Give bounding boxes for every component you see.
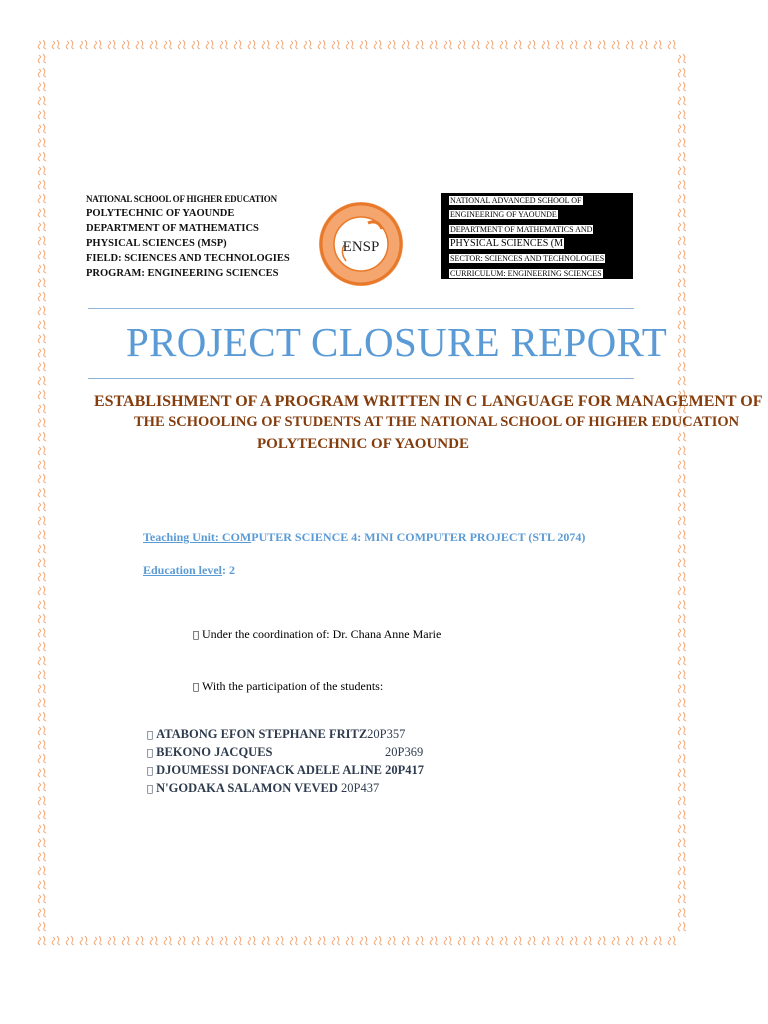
border-ornament	[276, 40, 284, 49]
border-ornament	[332, 936, 340, 945]
border-ornament	[206, 40, 214, 49]
bullet-icon	[193, 682, 199, 693]
border-ornament	[678, 110, 686, 119]
header-right-line: NATIONAL ADVANCED SCHOOL OF	[450, 196, 582, 205]
border-ornament	[678, 502, 686, 511]
border-ornament	[584, 40, 592, 49]
border-ornament	[416, 936, 424, 945]
header-left-line: NATIONAL SCHOOL OF HIGHER EDUCATION	[86, 194, 277, 204]
border-ornament	[472, 40, 480, 49]
border-ornament	[38, 824, 46, 833]
border-ornament	[542, 936, 550, 945]
teaching-unit-value: PUTER SCIENCE 4: MINI COMPUTER PROJECT (STL 2074)	[251, 530, 586, 544]
header-right-line: CURRICULUM: ENGINEERING SCIENCES	[450, 269, 602, 278]
student-id: 20P369	[385, 745, 424, 759]
border-ornament	[38, 278, 46, 287]
border-ornament	[192, 936, 200, 945]
bullet-icon	[147, 784, 153, 795]
border-ornament	[668, 936, 676, 945]
border-ornament	[206, 936, 214, 945]
student-id: 20P357	[358, 727, 397, 741]
border-ornament	[318, 40, 326, 49]
border-ornament	[458, 40, 466, 49]
student-row	[147, 745, 424, 760]
header-left-line: POLYTECHNIC OF YAOUNDE	[86, 208, 235, 219]
border-ornament	[678, 362, 686, 371]
border-ornament	[38, 796, 46, 805]
border-ornament	[38, 460, 46, 469]
border-ornament	[38, 54, 46, 63]
border-ornament	[52, 936, 60, 945]
border-ornament	[678, 544, 686, 553]
subtitle-line: THE SCHOOLING OF STUDENTS AT THE NATIONAL SCHOOL OF HIGHER EDUCATION	[134, 414, 740, 430]
border-ornament	[678, 698, 686, 707]
border-ornament	[678, 236, 686, 245]
border-ornament	[38, 838, 46, 847]
border-ornament	[678, 446, 686, 455]
border-ornament	[678, 628, 686, 637]
border-ornament	[360, 40, 368, 49]
border-ornament	[678, 684, 686, 693]
border-ornament	[304, 936, 312, 945]
border-ornament	[678, 334, 686, 343]
border-ornament	[678, 824, 686, 833]
border-ornament	[500, 936, 508, 945]
border-ornament	[514, 936, 522, 945]
border-ornament	[136, 40, 144, 49]
border-ornament	[678, 642, 686, 651]
border-ornament	[332, 40, 340, 49]
border-ornament	[38, 810, 46, 819]
border-ornament	[486, 936, 494, 945]
border-ornament	[678, 894, 686, 903]
border-ornament	[38, 320, 46, 329]
border-ornament	[678, 866, 686, 875]
subtitle-line: ESTABLISHMENT OF A PROGRAM WRITTEN IN C LANGUAGE FOR MANAGEMENT OF	[94, 393, 763, 410]
border-ornament	[678, 250, 686, 259]
student-name: N'GODAKA SALAMON VEVED	[147, 781, 329, 795]
border-ornament	[678, 852, 686, 861]
header-left-line: PHYSICAL SCIENCES (MSP)	[86, 238, 227, 249]
border-ornament	[472, 936, 480, 945]
border-ornament	[38, 754, 46, 763]
border-ornament	[654, 936, 662, 945]
border-ornament	[360, 936, 368, 945]
border-ornament	[654, 40, 662, 49]
border-ornament	[38, 726, 46, 735]
border-ornament	[626, 936, 634, 945]
header-left-line: DEPARTMENT OF MATHEMATICS	[86, 223, 259, 234]
student-id: 20P437	[331, 781, 371, 795]
border-ornament	[678, 264, 686, 273]
teaching-unit	[143, 530, 585, 545]
border-ornament	[38, 530, 46, 539]
border-ornament	[262, 40, 270, 49]
border-ornament	[38, 138, 46, 147]
border-ornament	[38, 698, 46, 707]
border-ornament	[66, 40, 74, 49]
header-right-line: PHYSICAL SCIENCES (M	[450, 238, 563, 249]
border-ornament	[678, 152, 686, 161]
coordination-text: Under the coordination of: Dr. Chana Anne Marie	[193, 627, 433, 641]
border-ornament	[678, 320, 686, 329]
student-row	[147, 781, 379, 796]
border-ornament	[220, 936, 228, 945]
border-ornament	[38, 670, 46, 679]
border-ornament	[276, 936, 284, 945]
border-ornament	[678, 558, 686, 567]
border-ornament	[678, 572, 686, 581]
border-ornament	[678, 810, 686, 819]
border-ornament	[678, 82, 686, 91]
border-ornament	[94, 936, 102, 945]
border-ornament	[66, 936, 74, 945]
border-ornament	[678, 292, 686, 301]
border-ornament	[38, 880, 46, 889]
border-ornament	[38, 376, 46, 385]
border-ornament	[528, 936, 536, 945]
border-ornament	[38, 404, 46, 413]
education-level-label: Education level	[143, 563, 223, 577]
bullet-icon	[147, 766, 153, 777]
border-ornament	[678, 194, 686, 203]
border-ornament	[38, 264, 46, 273]
border-ornament	[192, 40, 200, 49]
border-ornament	[678, 740, 686, 749]
border-ornament	[678, 908, 686, 917]
border-ornament	[248, 40, 256, 49]
border-ornament	[678, 432, 686, 441]
border-ornament	[38, 222, 46, 231]
bullet-icon	[147, 748, 153, 759]
border-ornament	[38, 446, 46, 455]
border-ornament	[38, 432, 46, 441]
border-ornament	[678, 222, 686, 231]
header-right-line: DEPARTMENT OF MATHEMATICS AND	[450, 225, 593, 234]
border-ornament	[430, 936, 438, 945]
header-right-line: ENGINEERING OF YAOUNDE	[450, 210, 557, 219]
logo-text: ENSP	[342, 239, 380, 255]
participation-line	[193, 679, 383, 694]
border-ornament	[38, 194, 46, 203]
border-ornament	[374, 936, 382, 945]
border-ornament	[38, 586, 46, 595]
border-ornament	[136, 936, 144, 945]
student-name: DJOUMESSI DONFACK ADELE ALINE	[147, 763, 373, 777]
border-ornament	[38, 96, 46, 105]
border-ornament	[678, 600, 686, 609]
bullet-icon	[147, 730, 153, 741]
border-ornament	[570, 936, 578, 945]
header-left-line: FIELD: SCIENCES AND TECHNOLOGIES	[86, 253, 290, 264]
border-ornament	[38, 348, 46, 357]
border-ornament	[38, 82, 46, 91]
border-ornament	[678, 880, 686, 889]
border-ornament	[678, 768, 686, 777]
border-ornament	[38, 782, 46, 791]
subtitle-line: POLYTECHNIC OF YAOUNDE	[257, 436, 469, 452]
border-ornament	[234, 936, 242, 945]
border-ornament	[38, 418, 46, 427]
border-ornament	[678, 208, 686, 217]
border-ornament	[528, 40, 536, 49]
border-ornament	[262, 936, 270, 945]
border-ornament	[678, 278, 686, 287]
border-ornament	[38, 362, 46, 371]
border-ornament	[52, 40, 60, 49]
border-ornament	[374, 40, 382, 49]
header-right-line: SECTOR: SCIENCES AND TECHNOLOGIES	[450, 254, 605, 263]
border-ornament	[80, 40, 88, 49]
border-ornament	[678, 656, 686, 665]
border-ornament	[678, 754, 686, 763]
border-ornament	[164, 936, 172, 945]
border-ornament	[514, 40, 522, 49]
border-ornament	[150, 936, 158, 945]
border-ornament	[38, 740, 46, 749]
border-ornament	[416, 40, 424, 49]
border-ornament	[38, 236, 46, 245]
border-ornament	[444, 40, 452, 49]
border-ornament	[678, 180, 686, 189]
border-ornament	[38, 152, 46, 161]
border-ornament	[38, 124, 46, 133]
border-ornament	[318, 936, 326, 945]
border-ornament	[556, 40, 564, 49]
bullet-icon	[193, 630, 199, 641]
border-ornament	[38, 894, 46, 903]
school-header-left	[86, 192, 290, 281]
student-id: 20P417	[375, 763, 415, 777]
border-ornament	[678, 838, 686, 847]
border-ornament	[678, 166, 686, 175]
education-level-value: : 2	[222, 563, 236, 577]
border-ornament	[38, 40, 46, 49]
border-ornament	[542, 40, 550, 49]
border-ornament	[458, 936, 466, 945]
border-ornament	[290, 936, 298, 945]
border-ornament	[678, 782, 686, 791]
border-ornament	[38, 558, 46, 567]
participation-text: With the participation of the students:	[193, 679, 375, 693]
border-ornament	[678, 516, 686, 525]
border-ornament	[80, 936, 88, 945]
border-ornament	[38, 292, 46, 301]
ensp-logo	[318, 193, 404, 295]
border-ornament	[678, 138, 686, 147]
border-ornament	[678, 68, 686, 77]
student-row	[147, 763, 424, 778]
title-rule-bottom	[88, 378, 634, 379]
border-ornament	[556, 936, 564, 945]
header-left-line: PROGRAM: ENGINEERING SCIENCES	[86, 268, 279, 279]
border-ornament	[38, 866, 46, 875]
border-ornament	[346, 40, 354, 49]
border-ornament	[304, 40, 312, 49]
border-ornament	[150, 40, 158, 49]
border-ornament	[178, 936, 186, 945]
border-ornament	[38, 712, 46, 721]
border-ornament	[94, 40, 102, 49]
student-row	[147, 727, 405, 742]
border-ornament	[178, 40, 186, 49]
border-ornament	[678, 54, 686, 63]
border-ornament	[678, 488, 686, 497]
border-ornament	[678, 726, 686, 735]
border-ornament	[38, 544, 46, 553]
border-ornament	[598, 936, 606, 945]
border-ornament	[290, 40, 298, 49]
border-ornament	[640, 936, 648, 945]
student-name: ATABONG EFON STEPHANE FRITZ	[147, 727, 359, 741]
title-rule-top	[88, 308, 634, 309]
border-ornament	[678, 670, 686, 679]
border-ornament	[678, 922, 686, 931]
border-ornament	[678, 796, 686, 805]
border-ornament	[38, 390, 46, 399]
border-ornament	[108, 936, 116, 945]
border-ornament	[678, 348, 686, 357]
border-ornament	[430, 40, 438, 49]
border-ornament	[38, 250, 46, 259]
border-ornament	[388, 936, 396, 945]
border-ornament	[678, 376, 686, 385]
border-ornament	[612, 936, 620, 945]
border-ornament	[612, 40, 620, 49]
border-ornament	[402, 40, 410, 49]
education-level	[143, 563, 235, 578]
border-ornament	[38, 908, 46, 917]
border-ornament	[678, 96, 686, 105]
coordination-line	[193, 627, 441, 642]
border-ornament	[444, 936, 452, 945]
border-ornament	[486, 40, 494, 49]
border-ornament	[38, 642, 46, 651]
border-ornament	[678, 306, 686, 315]
border-ornament	[38, 936, 46, 945]
border-ornament	[38, 488, 46, 497]
school-header-right	[441, 193, 633, 279]
border-ornament	[38, 334, 46, 343]
border-ornament	[500, 40, 508, 49]
border-ornament	[640, 40, 648, 49]
border-ornament	[346, 936, 354, 945]
border-ornament	[598, 40, 606, 49]
border-ornament	[388, 40, 396, 49]
decorative-page-border	[36, 38, 688, 946]
border-ornament	[38, 922, 46, 931]
border-ornament	[626, 40, 634, 49]
border-ornament	[122, 936, 130, 945]
border-ornament	[38, 306, 46, 315]
border-ornament	[38, 628, 46, 637]
border-ornament	[38, 768, 46, 777]
border-ornament	[234, 40, 242, 49]
border-ornament	[38, 474, 46, 483]
border-ornament	[38, 502, 46, 511]
border-ornament	[108, 40, 116, 49]
border-ornament	[570, 40, 578, 49]
border-ornament	[38, 614, 46, 623]
border-ornament	[678, 712, 686, 721]
border-ornament	[668, 40, 676, 49]
border-ornament	[248, 936, 256, 945]
border-ornament	[38, 516, 46, 525]
border-ornament	[402, 936, 410, 945]
border-ornament	[38, 166, 46, 175]
border-ornament	[678, 586, 686, 595]
border-ornament	[164, 40, 172, 49]
student-name: BEKONO JACQUES	[147, 745, 264, 759]
border-ornament	[38, 656, 46, 665]
border-ornament	[38, 208, 46, 217]
border-ornament	[678, 460, 686, 469]
border-ornament	[584, 936, 592, 945]
page-title: PROJECT CLOSURE REPORT	[126, 319, 668, 365]
border-ornament	[38, 572, 46, 581]
border-ornament	[38, 852, 46, 861]
border-ornament	[678, 474, 686, 483]
border-ornament	[678, 614, 686, 623]
border-ornament	[38, 180, 46, 189]
border-ornament	[38, 110, 46, 119]
border-ornament	[122, 40, 130, 49]
border-ornament	[678, 530, 686, 539]
border-ornament	[38, 68, 46, 77]
teaching-unit-label: Teaching Unit: COM	[143, 530, 252, 544]
border-ornament	[38, 684, 46, 693]
border-ornament	[678, 124, 686, 133]
border-ornament	[38, 600, 46, 609]
border-ornament	[220, 40, 228, 49]
